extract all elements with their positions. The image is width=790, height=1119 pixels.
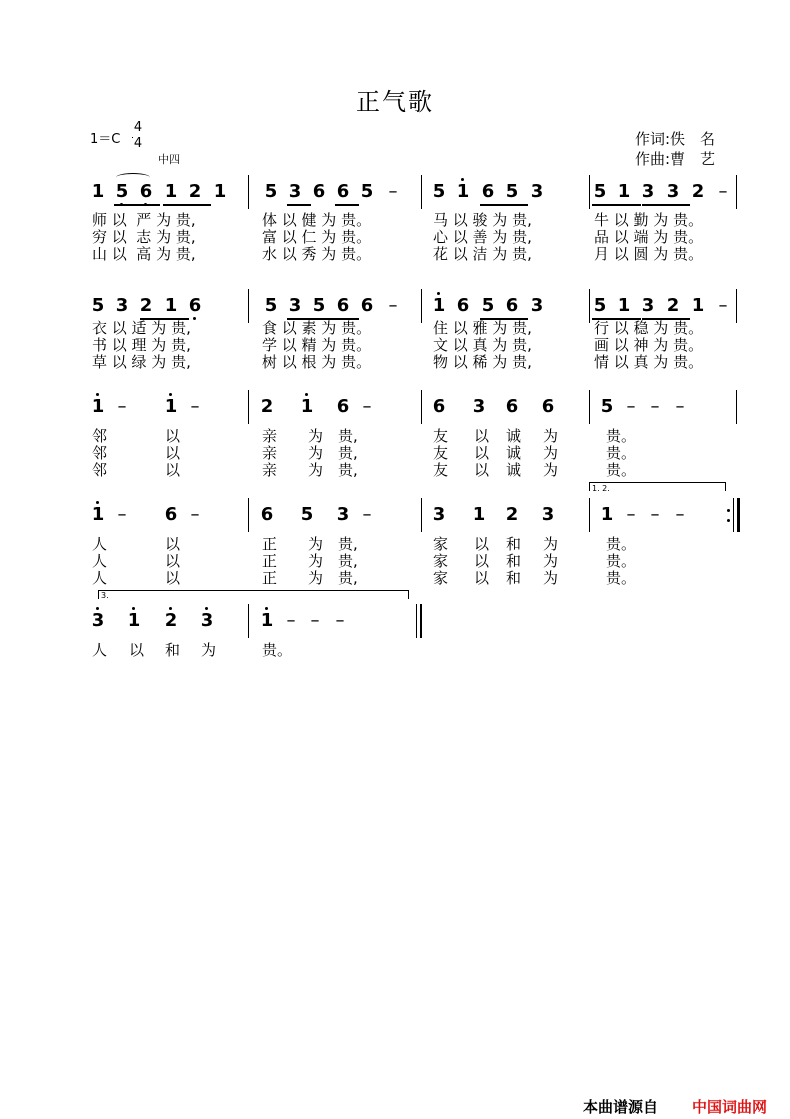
lyric-text: 亲 bbox=[262, 461, 278, 479]
sustain-dash: – bbox=[626, 396, 636, 417]
bar-line bbox=[736, 390, 737, 424]
lyric-text: 贵。 bbox=[262, 641, 293, 659]
note: 5 bbox=[360, 181, 374, 202]
note: 1 bbox=[472, 504, 486, 525]
repeat-dot bbox=[727, 519, 730, 522]
note: 3 bbox=[336, 504, 350, 525]
note: 3 bbox=[288, 295, 302, 316]
note: 1 bbox=[91, 396, 105, 417]
repeat-bar-thick bbox=[737, 498, 740, 532]
lyric-text: 贵。 bbox=[606, 552, 637, 570]
note: 6 bbox=[336, 181, 350, 202]
note: 1 bbox=[164, 181, 178, 202]
sustain-dash: – bbox=[650, 504, 660, 525]
lyric-text: 贵。 bbox=[606, 427, 637, 445]
time-signature-bottom: 4 bbox=[133, 136, 143, 151]
lyric-text: 贵。 bbox=[606, 569, 637, 587]
bar-line bbox=[248, 604, 249, 638]
beam-underline bbox=[335, 204, 359, 206]
lyric-text: 人 bbox=[92, 535, 108, 553]
lyric-text: 正 bbox=[262, 552, 278, 570]
sustain-dash: – bbox=[190, 504, 200, 525]
note: 6 bbox=[456, 295, 470, 316]
page-title: 正气歌 bbox=[356, 88, 434, 116]
lyric-text: 亲 bbox=[262, 444, 278, 462]
composer-credit: 作曲:曹 艺 bbox=[635, 150, 716, 168]
lyric-text: 友 bbox=[433, 461, 449, 479]
note: 3 bbox=[200, 610, 214, 631]
note: 6 bbox=[432, 396, 446, 417]
note: 3 bbox=[541, 504, 555, 525]
lyric-text: 贵。 bbox=[606, 535, 637, 553]
note: 3 bbox=[530, 295, 544, 316]
lyric-text: 住 以 雅 为 贵, bbox=[433, 319, 532, 337]
note: 5 bbox=[91, 295, 105, 316]
lyric-text: 为 bbox=[543, 444, 559, 462]
sustain-dash: – bbox=[388, 181, 398, 202]
note: 5 bbox=[432, 181, 446, 202]
note: 6 bbox=[164, 504, 178, 525]
lyric-text: 人 bbox=[92, 641, 108, 659]
sustain-dash: – bbox=[675, 396, 685, 417]
beam-underline bbox=[665, 204, 690, 206]
lyric-text: 为 bbox=[543, 552, 559, 570]
source-label: 本曲谱源自 bbox=[583, 1098, 659, 1116]
note: 2 bbox=[188, 181, 202, 202]
source-site-link[interactable]: 中国词曲网 bbox=[692, 1098, 768, 1116]
note: 1 bbox=[456, 181, 470, 202]
lyric-text: 为 bbox=[308, 444, 324, 462]
lyric-text: 友 bbox=[433, 427, 449, 445]
lyric-text: 邻 bbox=[92, 444, 108, 462]
note: 3 bbox=[641, 295, 655, 316]
sustain-dash: – bbox=[362, 396, 372, 417]
lyricist-credit: 作词:佚 名 bbox=[635, 130, 716, 148]
repeat-bar-thin bbox=[733, 498, 734, 532]
note: 6 bbox=[188, 295, 202, 316]
sustain-dash: – bbox=[190, 396, 200, 417]
note: 3 bbox=[432, 504, 446, 525]
lyric-text: 贵, bbox=[338, 535, 358, 553]
lyric-text: 草 以 绿 为 贵, bbox=[92, 353, 191, 371]
bar-line bbox=[736, 289, 737, 323]
bar-line bbox=[248, 289, 249, 323]
lyric-text: 以 bbox=[165, 535, 181, 553]
lyric-text: 马 以 骏 为 贵, bbox=[433, 211, 532, 229]
lyric-text: 为 bbox=[543, 427, 559, 445]
bar-line bbox=[589, 390, 590, 424]
lyric-text: 贵。 bbox=[606, 461, 637, 479]
lyric-text: 食 以 素 为 贵。 bbox=[262, 319, 372, 337]
note: 6 bbox=[139, 181, 153, 202]
note: 5 bbox=[505, 181, 519, 202]
beam-underline bbox=[114, 204, 160, 206]
lyric-text: 心 以 善 为 贵, bbox=[433, 228, 532, 246]
lyric-text: 为 bbox=[201, 641, 217, 659]
lyric-text: 以 bbox=[165, 427, 181, 445]
lyric-text: 邻 bbox=[92, 427, 108, 445]
note: 5 bbox=[264, 295, 278, 316]
note: 5 bbox=[593, 295, 607, 316]
lyric-text: 贵, bbox=[338, 552, 358, 570]
lyric-text: 以 bbox=[165, 444, 181, 462]
note: 6 bbox=[312, 181, 326, 202]
note: 3 bbox=[641, 181, 655, 202]
lyric-text: 为 bbox=[308, 569, 324, 587]
lyric-text: 以 bbox=[129, 641, 145, 659]
lyric-text: 以 bbox=[474, 461, 490, 479]
bar-line bbox=[421, 390, 422, 424]
final-bar-thick bbox=[420, 604, 422, 638]
lyric-text: 以 bbox=[165, 569, 181, 587]
lyric-text: 贵, bbox=[338, 444, 358, 462]
tempo-marking: 中四 bbox=[158, 153, 180, 166]
beam-underline bbox=[480, 204, 528, 206]
note: 2 bbox=[691, 181, 705, 202]
lyric-text: 以 bbox=[165, 552, 181, 570]
bar-line bbox=[421, 498, 422, 532]
lyric-text: 为 bbox=[543, 535, 559, 553]
note: 1 bbox=[213, 181, 227, 202]
note: 2 bbox=[505, 504, 519, 525]
repeat-dot bbox=[727, 509, 730, 512]
note: 3 bbox=[288, 181, 302, 202]
lyric-text: 书 以 理 为 贵, bbox=[92, 336, 191, 354]
note: 3 bbox=[472, 396, 486, 417]
sustain-dash: – bbox=[718, 181, 728, 202]
sustain-dash: – bbox=[626, 504, 636, 525]
lyric-text: 文 以 真 为 贵, bbox=[433, 336, 532, 354]
lyric-text: 家 bbox=[433, 552, 449, 570]
note: 2 bbox=[666, 295, 680, 316]
bar-line bbox=[736, 175, 737, 209]
lyric-text: 正 bbox=[262, 569, 278, 587]
lyric-text: 以 bbox=[474, 427, 490, 445]
lyric-text: 贵, bbox=[338, 461, 358, 479]
note: 1 bbox=[260, 610, 274, 631]
lyric-text: 师 以 严 为 贵, bbox=[92, 211, 196, 229]
time-signature bbox=[132, 120, 144, 152]
lyric-text: 贵。 bbox=[606, 444, 637, 462]
bar-line bbox=[589, 175, 590, 209]
lyric-text: 画 以 神 为 贵。 bbox=[594, 336, 704, 354]
lyric-text: 为 bbox=[308, 427, 324, 445]
lyric-text: 人 bbox=[92, 569, 108, 587]
lyric-text: 人 bbox=[92, 552, 108, 570]
key-signature: 1＝C bbox=[90, 132, 121, 147]
sustain-dash: – bbox=[117, 396, 127, 417]
lyric-text: 邻 bbox=[92, 461, 108, 479]
lyric-text: 物 以 稀 为 贵, bbox=[433, 353, 532, 371]
beam-underline bbox=[642, 204, 665, 206]
note: 5 bbox=[481, 295, 495, 316]
lyric-text: 诚 bbox=[506, 444, 522, 462]
lyric-text: 以 bbox=[474, 535, 490, 553]
note: 6 bbox=[260, 504, 274, 525]
lyric-text: 和 bbox=[506, 569, 522, 587]
bar-line bbox=[589, 498, 590, 532]
lyric-text: 体 以 健 为 贵。 bbox=[262, 211, 372, 229]
note: 1 bbox=[432, 295, 446, 316]
lyric-text: 学 以 精 为 贵。 bbox=[262, 336, 372, 354]
lyric-text: 穷 以 志 为 贵, bbox=[92, 228, 196, 246]
sustain-dash: – bbox=[117, 504, 127, 525]
lyric-text: 牛 以 勤 为 贵。 bbox=[594, 211, 704, 229]
note: 1 bbox=[300, 396, 314, 417]
note: 2 bbox=[260, 396, 274, 417]
lyric-text: 为 bbox=[308, 535, 324, 553]
note: 5 bbox=[593, 181, 607, 202]
lyric-text: 诚 bbox=[506, 461, 522, 479]
lyric-text: 月 以 圆 为 贵。 bbox=[594, 245, 704, 263]
note: 6 bbox=[505, 396, 519, 417]
note: 6 bbox=[336, 295, 350, 316]
note: 3 bbox=[91, 610, 105, 631]
sustain-dash: – bbox=[286, 610, 296, 631]
slur bbox=[116, 173, 150, 182]
lyric-text: 情 以 真 为 贵。 bbox=[594, 353, 704, 371]
lyric-text: 以 bbox=[474, 444, 490, 462]
note: 5 bbox=[115, 181, 129, 202]
lyric-text: 正 bbox=[262, 535, 278, 553]
lyric-text: 为 bbox=[308, 461, 324, 479]
bar-line bbox=[421, 289, 422, 323]
note: 3 bbox=[666, 181, 680, 202]
lyric-text: 家 bbox=[433, 569, 449, 587]
lyric-text: 和 bbox=[506, 535, 522, 553]
lyric-text: 山 以 高 为 贵, bbox=[92, 245, 196, 263]
bar-line bbox=[248, 498, 249, 532]
sustain-dash: – bbox=[335, 610, 345, 631]
note: 1 bbox=[617, 181, 631, 202]
lyric-text: 以 bbox=[474, 569, 490, 587]
note: 6 bbox=[541, 396, 555, 417]
lyric-text: 树 以 根 为 贵。 bbox=[262, 353, 372, 371]
note: 1 bbox=[617, 295, 631, 316]
lyric-text: 富 以 仁 为 贵。 bbox=[262, 228, 372, 246]
beam-underline bbox=[287, 204, 311, 206]
note: 1 bbox=[164, 295, 178, 316]
lyric-text: 友 bbox=[433, 444, 449, 462]
volta-label-third: 3. bbox=[101, 591, 109, 600]
note: 6 bbox=[505, 295, 519, 316]
note: 1 bbox=[691, 295, 705, 316]
lyric-text: 为 bbox=[543, 569, 559, 587]
bar-line bbox=[589, 289, 590, 323]
lyric-text: 品 以 端 为 贵。 bbox=[594, 228, 704, 246]
note: 6 bbox=[481, 181, 495, 202]
note: 2 bbox=[139, 295, 153, 316]
lyric-text: 以 bbox=[474, 552, 490, 570]
lyric-text: 行 以 稳 为 贵。 bbox=[594, 319, 704, 337]
note: 5 bbox=[600, 396, 614, 417]
beam-underline bbox=[163, 204, 211, 206]
sustain-dash: – bbox=[650, 396, 660, 417]
lyric-text: 诚 bbox=[506, 427, 522, 445]
sustain-dash: – bbox=[388, 295, 398, 316]
note: 1 bbox=[127, 610, 141, 631]
bar-line bbox=[421, 175, 422, 209]
note: 3 bbox=[115, 295, 129, 316]
note: 2 bbox=[164, 610, 178, 631]
note: 1 bbox=[91, 181, 105, 202]
lyric-text: 为 bbox=[308, 552, 324, 570]
beam-underline bbox=[592, 204, 641, 206]
volta-label-first: 1. 2. bbox=[592, 484, 610, 493]
final-bar-thin bbox=[416, 604, 417, 638]
note: 1 bbox=[164, 396, 178, 417]
sustain-dash: – bbox=[310, 610, 320, 631]
note: 1 bbox=[600, 504, 614, 525]
lyric-text: 水 以 秀 为 贵。 bbox=[262, 245, 372, 263]
lyric-text: 衣 以 适 为 贵, bbox=[92, 319, 191, 337]
lyric-text: 家 bbox=[433, 535, 449, 553]
lyric-text: 贵, bbox=[338, 569, 358, 587]
sustain-dash: – bbox=[718, 295, 728, 316]
note: 3 bbox=[530, 181, 544, 202]
lyric-text: 亲 bbox=[262, 427, 278, 445]
note: 5 bbox=[312, 295, 326, 316]
lyric-text: 为 bbox=[543, 461, 559, 479]
note: 1 bbox=[91, 504, 105, 525]
note: 6 bbox=[336, 396, 350, 417]
volta-bracket-third bbox=[98, 590, 409, 599]
sustain-dash: – bbox=[675, 504, 685, 525]
sustain-dash: – bbox=[362, 504, 372, 525]
time-signature-top: 4 bbox=[133, 120, 143, 135]
lyric-text: 花 以 洁 为 贵, bbox=[433, 245, 532, 263]
lyric-text: 以 bbox=[165, 461, 181, 479]
bar-line bbox=[248, 175, 249, 209]
lyric-text: 和 bbox=[165, 641, 181, 659]
note: 6 bbox=[360, 295, 374, 316]
bar-line bbox=[248, 390, 249, 424]
note: 5 bbox=[300, 504, 314, 525]
note: 5 bbox=[264, 181, 278, 202]
lyric-text: 和 bbox=[506, 552, 522, 570]
lyric-text: 贵, bbox=[338, 427, 358, 445]
